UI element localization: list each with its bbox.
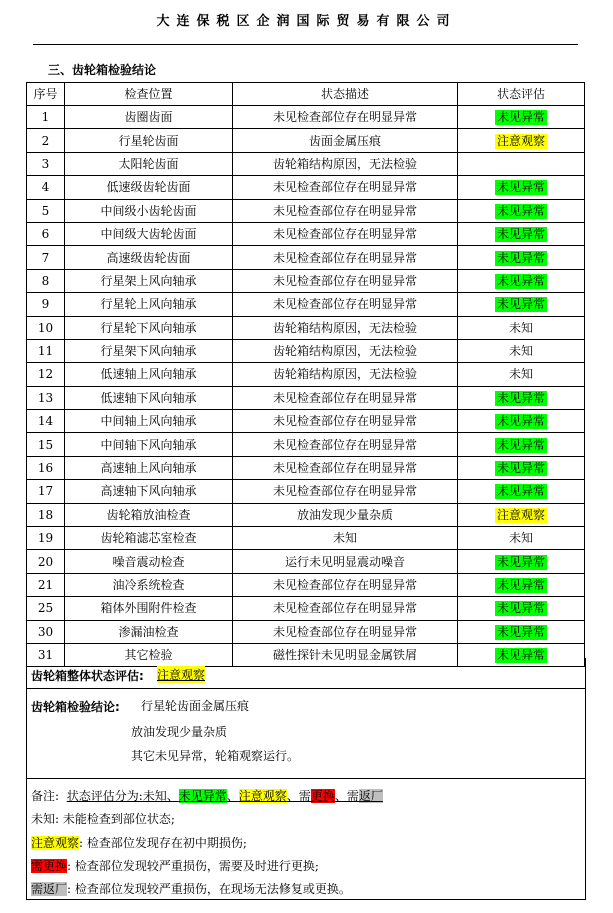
cell-no: 12 xyxy=(27,363,65,386)
status-badge: 未知 xyxy=(508,367,533,382)
table-row xyxy=(27,480,585,503)
status-badge: 未见异常 xyxy=(496,648,545,663)
cell-status xyxy=(458,199,585,222)
cell-status xyxy=(458,503,585,526)
cell-no: 14 xyxy=(27,410,65,433)
overall-label: 齿轮箱整体状态评估: xyxy=(31,669,144,683)
cell-no: 17 xyxy=(27,480,65,503)
cell-status xyxy=(458,316,585,339)
cell-description: 未见检查部位存在明显异常 xyxy=(233,573,458,596)
status-badge: 未知 xyxy=(508,320,533,335)
legend-red: 更换 xyxy=(310,789,335,803)
conclusion-label: 齿轮箱检验结论: xyxy=(31,700,120,714)
cell-no: 5 xyxy=(27,199,65,222)
section-title: 三、齿轮箱检验结论 xyxy=(48,63,157,77)
cell-status xyxy=(458,129,585,152)
cell-location: 高速轴下风向轴承 xyxy=(65,480,233,503)
conclusion-line-2: 放油发现少量杂质 xyxy=(131,725,228,739)
cell-location: 中间级大齿轮齿面 xyxy=(65,222,233,245)
cell-status xyxy=(458,597,585,620)
cell-status xyxy=(458,573,585,596)
cell-status xyxy=(458,456,585,479)
legend-green: 未见异常 xyxy=(178,789,227,803)
cell-description: 未见检查部位存在明显异常 xyxy=(233,269,458,292)
cell-no: 2 xyxy=(27,129,65,152)
inspection-conclusion xyxy=(26,689,586,779)
cell-location: 高速轴上风向轴承 xyxy=(65,456,233,479)
cell-location: 噪音震动检查 xyxy=(65,550,233,573)
col-header-status: 状态评估 xyxy=(458,83,585,106)
col-header-location: 检查位置 xyxy=(65,83,233,106)
cell-location: 行星架下风向轴承 xyxy=(65,339,233,362)
cell-description: 未见检查部位存在明显异常 xyxy=(233,246,458,269)
cell-status xyxy=(458,386,585,409)
cell-description: 齿轮箱结构原因，无法检验 xyxy=(233,316,458,339)
conclusion-line-3: 其它未见异常，轮箱观察运行。 xyxy=(131,749,300,763)
note-red-tag: 需更换 xyxy=(31,859,68,873)
cell-location: 齿轮箱放油检查 xyxy=(65,503,233,526)
header-rule xyxy=(33,44,578,45)
status-badge: 未见异常 xyxy=(496,203,545,218)
cell-description: 未见检查部位存在明显异常 xyxy=(233,106,458,129)
status-badge: 未见异常 xyxy=(496,437,545,452)
legend-intro: 状态评估分为:未知、 xyxy=(66,789,179,803)
cell-description: 未见检查部位存在明显异常 xyxy=(233,176,458,199)
cell-description: 未见检查部位存在明显异常 xyxy=(233,222,458,245)
cell-no: 10 xyxy=(27,316,65,339)
cell-no: 15 xyxy=(27,433,65,456)
table-row xyxy=(27,573,585,596)
cell-no: 6 xyxy=(27,222,65,245)
notes-prefix: 备注: xyxy=(31,789,60,803)
cell-no: 30 xyxy=(27,620,65,643)
cell-description: 未见检查部位存在明显异常 xyxy=(233,620,458,643)
cell-location: 中间级小齿轮齿面 xyxy=(65,199,233,222)
status-badge: 未见异常 xyxy=(496,624,545,639)
cell-status xyxy=(458,480,585,503)
cell-no: 1 xyxy=(27,106,65,129)
cell-status xyxy=(458,550,585,573)
notes-section xyxy=(26,779,586,900)
cell-no: 11 xyxy=(27,339,65,362)
table-body xyxy=(27,106,585,667)
cell-status xyxy=(458,293,585,316)
note-gray-text: : 检查部位发现较严重损伤，在现场无法修复或更换。 xyxy=(67,882,351,896)
cell-description: 未见检查部位存在明显异常 xyxy=(233,456,458,479)
status-badge: 未见异常 xyxy=(496,250,545,265)
table-row xyxy=(27,620,585,643)
cell-status xyxy=(458,222,585,245)
col-header-no: 序号 xyxy=(27,83,65,106)
cell-location: 行星轮齿面 xyxy=(65,129,233,152)
cell-location: 齿圈齿面 xyxy=(65,106,233,129)
table-row xyxy=(27,503,585,526)
company-name: 大连保税区企润国际贸易有限公司 xyxy=(156,14,457,29)
cell-description: 齿轮箱结构原因，无法检验 xyxy=(233,339,458,362)
cell-status xyxy=(458,339,585,362)
cell-no: 18 xyxy=(27,503,65,526)
cell-description: 运行未见明显震动噪音 xyxy=(233,550,458,573)
cell-location: 行星轮下风向轴承 xyxy=(65,316,233,339)
status-badge: 未见异常 xyxy=(496,461,545,476)
status-badge: 未见异常 xyxy=(496,578,545,592)
legend-sep-2: 、需 xyxy=(286,789,311,803)
legend-yellow: 注意观察 xyxy=(238,789,287,803)
table-row xyxy=(27,199,585,222)
cell-description: 齿轮箱结构原因，无法检验 xyxy=(233,152,458,175)
cell-description: 未见检查部位存在明显异常 xyxy=(233,386,458,409)
cell-description: 未见检查部位存在明显异常 xyxy=(233,410,458,433)
cell-location: 齿轮箱滤芯室检查 xyxy=(65,527,233,550)
table-row xyxy=(27,433,585,456)
cell-location: 高速级齿轮齿面 xyxy=(65,246,233,269)
table-row xyxy=(27,550,585,573)
table-row xyxy=(27,597,585,620)
status-badge: 未见异常 xyxy=(496,390,545,405)
note-red-text: : 检查部位发现较严重损伤，需要及时进行更换; xyxy=(67,859,319,873)
cell-location: 太阳轮齿面 xyxy=(65,152,233,175)
cell-location: 中间轴下风向轴承 xyxy=(65,433,233,456)
table-row xyxy=(27,152,585,175)
cell-no: 31 xyxy=(27,643,65,666)
cell-description: 未见检查部位存在明显异常 xyxy=(233,480,458,503)
status-badge: 未知 xyxy=(508,531,533,546)
cell-no: 19 xyxy=(27,527,65,550)
note-gray-tag: 需返厂 xyxy=(31,882,68,896)
cell-status xyxy=(458,620,585,643)
table-row xyxy=(27,129,585,152)
status-badge: 未见异常 xyxy=(496,414,545,429)
table-row xyxy=(27,410,585,433)
legend-gray: 返厂 xyxy=(358,789,383,803)
cell-description: 磁性探针未见明显金属铁屑 xyxy=(233,643,458,666)
cell-location: 行星轮上风向轴承 xyxy=(65,293,233,316)
table-row xyxy=(27,386,585,409)
cell-status xyxy=(458,410,585,433)
cell-status xyxy=(458,246,585,269)
cell-no: 20 xyxy=(27,550,65,573)
cell-status xyxy=(458,363,585,386)
cell-no: 8 xyxy=(27,269,65,292)
cell-description: 未见检查部位存在明显异常 xyxy=(233,293,458,316)
overall-status-badge: 注意观察 xyxy=(157,668,206,682)
status-badge: 未见异常 xyxy=(496,110,545,125)
cell-no: 16 xyxy=(27,456,65,479)
cell-status xyxy=(458,152,585,175)
cell-status xyxy=(458,269,585,292)
cell-no: 4 xyxy=(27,176,65,199)
table-row xyxy=(27,527,585,550)
table-row xyxy=(27,222,585,245)
cell-no: 7 xyxy=(27,246,65,269)
note-unknown: 未知: 未能检查到部位状态; xyxy=(31,812,175,826)
note-yellow-text: : 检查部位发现存在初中期损伤; xyxy=(79,836,247,850)
legend-sep-1: 、 xyxy=(226,789,239,803)
status-badge: 未知 xyxy=(508,344,533,359)
legend-sep-3: 、需 xyxy=(334,789,359,803)
cell-no: 3 xyxy=(27,152,65,175)
cell-no: 25 xyxy=(27,597,65,620)
cell-location: 箱体外围附件检查 xyxy=(65,597,233,620)
table-row xyxy=(27,316,585,339)
table-row xyxy=(27,339,585,362)
table-header-row xyxy=(27,83,585,106)
table-row xyxy=(27,176,585,199)
cell-location: 行星架上风向轴承 xyxy=(65,269,233,292)
cell-status xyxy=(458,433,585,456)
table-row xyxy=(27,246,585,269)
table-row xyxy=(27,269,585,292)
table-row xyxy=(27,456,585,479)
status-badge: 未见异常 xyxy=(496,227,545,242)
note-red xyxy=(31,857,319,874)
note-gray xyxy=(31,880,351,897)
status-badge: 注意观察 xyxy=(496,507,545,522)
table-row xyxy=(27,363,585,386)
cell-location: 中间轴上风向轴承 xyxy=(65,410,233,433)
note-yellow-tag: 注意观察 xyxy=(31,836,80,850)
cell-status xyxy=(458,106,585,129)
cell-location: 油冷系统检查 xyxy=(65,573,233,596)
cell-location: 低速轴下风向轴承 xyxy=(65,386,233,409)
cell-description: 齿轮箱结构原因，无法检验 xyxy=(233,363,458,386)
cell-no: 13 xyxy=(27,386,65,409)
status-badge: 未见异常 xyxy=(496,484,545,499)
cell-description: 放油发现少量杂质 xyxy=(233,503,458,526)
cell-description: 齿面金属压痕 xyxy=(233,129,458,152)
status-badge: 未见异常 xyxy=(496,297,545,312)
cell-status xyxy=(458,176,585,199)
col-header-description: 状态描述 xyxy=(233,83,458,106)
cell-location: 渗漏油检查 xyxy=(65,620,233,643)
cell-no: 21 xyxy=(27,573,65,596)
cell-location: 低速轴上风向轴承 xyxy=(65,363,233,386)
conclusion-line-1: 行星轮齿面金属压痕 xyxy=(141,699,250,713)
cell-description: 未见检查部位存在明显异常 xyxy=(233,597,458,620)
cell-status xyxy=(458,527,585,550)
table-row xyxy=(27,293,585,316)
status-badge: 未见异常 xyxy=(496,601,545,616)
table-row xyxy=(27,106,585,129)
note-yellow xyxy=(31,834,247,851)
cell-description: 未见检查部位存在明显异常 xyxy=(233,433,458,456)
cell-description: 未知 xyxy=(233,527,458,550)
inspection-table xyxy=(26,82,585,667)
overall-assessment xyxy=(26,658,586,689)
cell-location: 其它检验 xyxy=(65,643,233,666)
status-badge: 未见异常 xyxy=(496,180,545,195)
cell-location: 低速级齿轮齿面 xyxy=(65,176,233,199)
status-badge: 未见异常 xyxy=(496,273,545,288)
cell-description: 未见检查部位存在明显异常 xyxy=(233,199,458,222)
cell-no: 9 xyxy=(27,293,65,316)
status-badge: 注意观察 xyxy=(496,133,545,148)
status-badge: 未见异常 xyxy=(496,554,545,569)
notes-legend xyxy=(31,787,383,804)
